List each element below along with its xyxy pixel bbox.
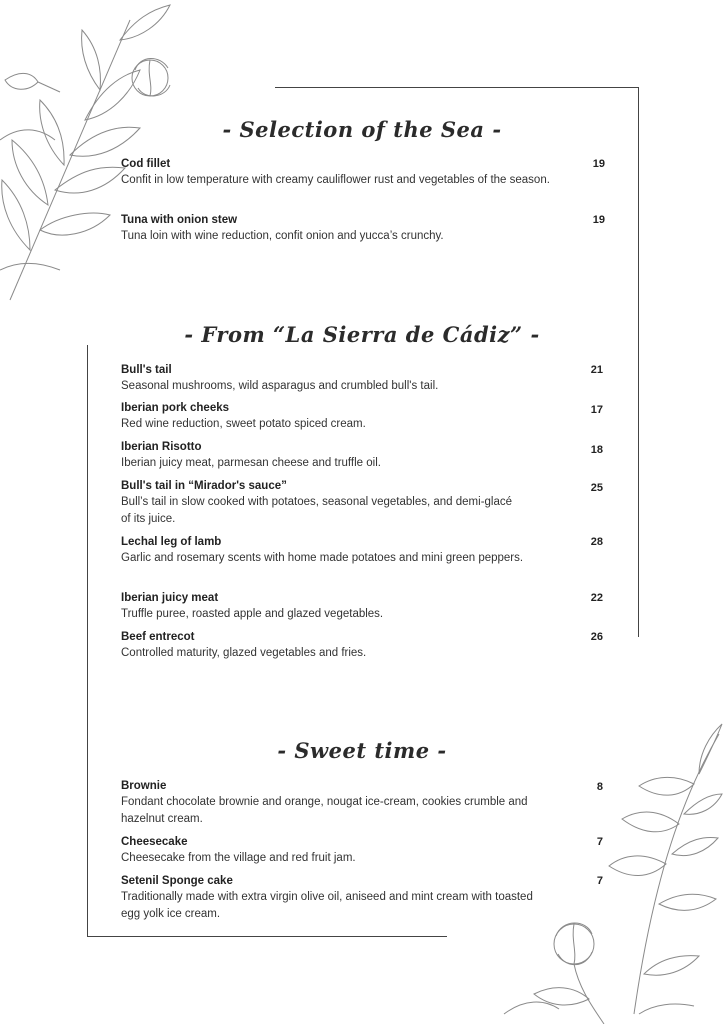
frame-left-line <box>87 345 88 937</box>
item-price: 8 <box>596 781 603 793</box>
menu-item-brownie <box>121 778 561 828</box>
item-price: 18 <box>590 444 603 456</box>
item-price: 21 <box>590 364 603 376</box>
item-price: 25 <box>590 482 603 494</box>
frame-bottom-line <box>87 936 447 937</box>
item-price: 19 <box>592 214 605 226</box>
item-description: Cheesecake from the village and red fruit jam. <box>121 852 356 864</box>
item-description: Bull’s tail in slow cooked with potatoes, seasonal vegetables, and demi-glacé of its juice. <box>121 496 513 525</box>
item-price: 26 <box>590 631 603 643</box>
item-name: Lechal leg of lamb <box>121 536 222 548</box>
menu-item-tuna-onion-stew <box>121 212 561 245</box>
frame-right-line <box>638 87 639 637</box>
menu-item-iberian-risotto <box>121 439 561 472</box>
item-description: Seasonal mushrooms, wild asparagus and crumbled bull's tail. <box>121 380 439 392</box>
menu-item-cheesecake <box>121 834 561 867</box>
section-title-sierra-cadiz: - From “La Sierra de Cádiz” - <box>184 322 540 347</box>
top-left-floral-illustration <box>0 0 260 310</box>
item-name: Bull's tail <box>121 364 172 376</box>
menu-item-bulls-tail <box>121 362 561 395</box>
item-price: 22 <box>590 592 603 604</box>
menu-item-iberian-juicy-meat <box>121 590 561 623</box>
item-name: Tuna with onion stew <box>121 214 238 226</box>
item-price: 7 <box>596 875 603 887</box>
menu-item-beef-entrecot <box>121 629 561 662</box>
section-title-sweet-time: - Sweet time - <box>277 738 447 763</box>
item-description: Controlled maturity, glazed vegetables and fries. <box>121 647 367 659</box>
item-name: Iberian Risotto <box>121 441 202 453</box>
item-description: Confit in low temperature with creamy cauliflower rust and vegetables of the season. <box>121 174 550 186</box>
item-name: Iberian pork cheeks <box>121 402 230 414</box>
menu-item-cod-fillet <box>121 156 561 189</box>
menu-item-lechal-leg-of-lamb <box>121 534 561 567</box>
menu-item-iberian-pork-cheeks <box>121 400 561 433</box>
item-name: Bull's tail in “Mirador's sauce” <box>121 480 287 492</box>
item-description: Fondant chocolate brownie and orange, nougat ice-cream, cookies crumble and hazelnut cream. <box>121 796 528 825</box>
item-name: Cheesecake <box>121 836 188 848</box>
section-title-sea: - Selection of the Sea - <box>222 117 502 142</box>
item-price: 28 <box>590 536 603 548</box>
item-name: Brownie <box>121 780 167 792</box>
frame-top-line <box>275 87 639 88</box>
menu-item-bulls-tail-mirador <box>121 478 561 528</box>
item-description: Tuna loin with wine reduction, confit onion and yucca’s crunchy. <box>121 230 444 242</box>
item-price: 19 <box>592 158 605 170</box>
item-name: Beef entrecot <box>121 631 195 643</box>
item-price: 17 <box>590 404 603 416</box>
item-description: Traditionally made with extra virgin olive oil, aniseed and mint cream with toasted egg yolk ice cream. <box>121 891 533 920</box>
menu-item-setenil-sponge-cake <box>121 873 561 923</box>
item-name: Iberian juicy meat <box>121 592 219 604</box>
item-price: 7 <box>596 836 603 848</box>
item-description: Iberian juicy meat, parmesan cheese and truffle oil. <box>121 457 381 469</box>
item-name: Setenil Sponge cake <box>121 875 233 887</box>
item-description: Garlic and rosemary scents with home made potatoes and mini green peppers. <box>121 552 524 564</box>
item-description: Red wine reduction, sweet potato spiced cream. <box>121 418 366 430</box>
item-description: Truffle puree, roasted apple and glazed vegetables. <box>121 608 384 620</box>
item-name: Cod fillet <box>121 158 171 170</box>
